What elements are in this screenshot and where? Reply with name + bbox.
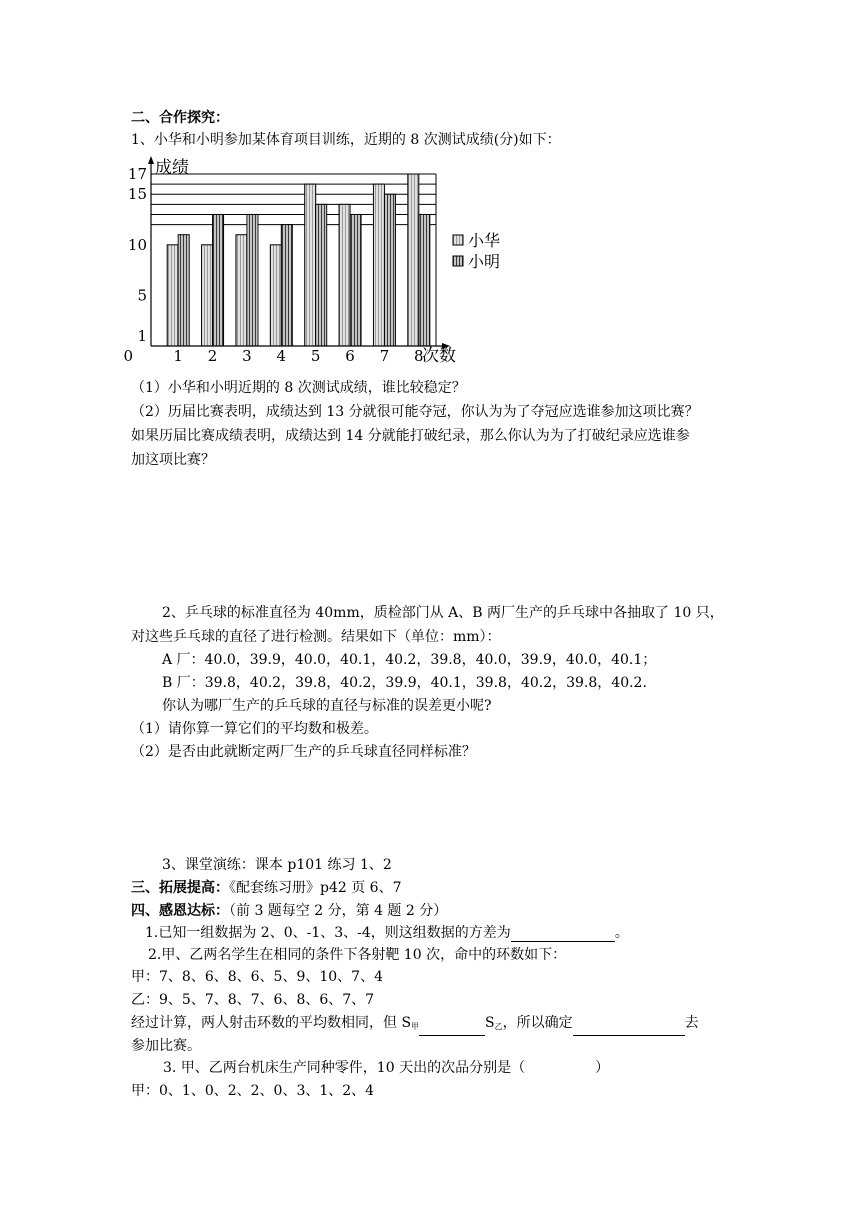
- variance-yi-symbol: S: [485, 1015, 495, 1031]
- section-extension: [131, 879, 402, 897]
- q2-sub2: （2）是否由此就断定两厂生产的乒乓球直径同样标准？: [131, 744, 476, 760]
- q2-sub1: （1）请你算一算它们的平均数和极差。: [131, 721, 378, 737]
- problem-2-yi: 乙：9、5、7、8、7、6、8、6、7、7: [131, 992, 375, 1008]
- y-tick-label: 5: [137, 286, 147, 305]
- problem-3-paren-close: ）: [595, 1060, 610, 1076]
- legend-label-xiaoming: 小明: [468, 252, 501, 271]
- q2-line2: 对这些乒乓球的直径了进行检测。结果如下（单位：mm）：: [131, 629, 501, 645]
- section-heading-cooperative: 二、合作探究：: [131, 110, 229, 126]
- problem-2-line4: [131, 1014, 699, 1036]
- bar-xiaoming-6: [350, 214, 361, 346]
- section-assessment-heading: 四、感恩达标：: [131, 903, 229, 919]
- x-tick-label: 1: [173, 347, 183, 365]
- legend-label-xiaohua: 小华: [468, 231, 501, 250]
- bar-xiaoming-7: [384, 194, 395, 346]
- q2-factory-a: A 厂：40.0，39.9，40.0，40.1，40.2，39.8，40.0，39.9，40.0，40.1；: [162, 652, 657, 668]
- bar-xiaohua-3: [236, 235, 247, 346]
- x-tick-label: 3: [242, 347, 252, 365]
- problem-1-end: 。: [614, 925, 629, 941]
- q1-sub2-line2: 如果历届比赛成绩表明，成绩达到 14 分就能打破纪录，那么你认为为了打破纪录应选谁参: [131, 428, 690, 444]
- q1-sub2-line3: 加这项比赛？: [131, 452, 215, 468]
- q3-classroom-practice: 3、课堂演练：课本 p101 练习 1、2: [162, 857, 392, 873]
- x-tick-label: 8: [414, 347, 424, 365]
- problem-2-line5: 参加比赛。: [131, 1038, 201, 1054]
- bar-xiaoming-4: [281, 225, 292, 346]
- bar-xiaoming-1: [178, 235, 189, 346]
- problem-2-compare-blank[interactable]: [419, 1021, 485, 1036]
- problem-2-line1: 2.甲、乙两名学生在相同的条件下各射靶 10 次，命中的环数如下：: [148, 947, 567, 963]
- x-tick-label: 5: [310, 347, 321, 365]
- problem-2-line4-a: 经过计算，两人射击环数的平均数相同，但 S: [131, 1015, 412, 1031]
- bar-xiaohua-2: [202, 245, 213, 346]
- x-tick-label: 4: [276, 347, 287, 365]
- q1-sub2-line1: （2）历届比赛表明，成绩达到 13 分就很可能夺冠，你认为为了夺冠应选谁参加这项比赛？: [131, 404, 699, 420]
- bar-xiaoming-8: [419, 214, 430, 346]
- x-tick-label: 6: [345, 347, 355, 365]
- bar-xiaohua-6: [339, 204, 350, 346]
- y-tick-label: 17: [127, 165, 147, 183]
- bar-xiaoming-3: [247, 214, 258, 346]
- q1-sub1: （1）小华和小明近期的 8 次测试成绩，谁比较稳定？: [131, 380, 466, 396]
- problem-3-line1: [163, 1059, 609, 1077]
- problem-1-text: 1.已知一组数据为 2、0、-1、3、-4，则这组数据的方差为: [145, 925, 511, 941]
- bar-xiaohua-4: [270, 245, 281, 346]
- bar-xiaoming-5: [316, 204, 327, 346]
- section-assessment-text: （前 3 题每空 2 分，第 4 题 2 分）: [229, 903, 448, 919]
- q2-line1: 2、乒乓球的标准直径为 40mm，质检部门从 A、B 两厂生产的乒乓球中各抽取了 10 只，: [162, 605, 724, 621]
- problem-2-jia: 甲：7、8、6、8、6、5、9、10、7、4: [131, 969, 383, 985]
- bar-xiaohua-5: [305, 184, 316, 346]
- y-axis-label: 成绩: [155, 158, 189, 178]
- q1-intro: 1、小华和小明参加某体育项目训练，近期的 8 次测试成绩(分)如下：: [131, 132, 561, 148]
- section-extension-text: 《配套练习册》p42 页 6、7: [229, 880, 402, 896]
- y-axis-arrow: [148, 156, 154, 164]
- problem-3-jia: 甲：0、1、0、2、2、0、3、1、2、4: [131, 1083, 375, 1099]
- bar-xiaohua-7: [373, 184, 384, 346]
- bar-xiaohua-1: [167, 245, 178, 346]
- x-tick-label: 2: [207, 347, 218, 365]
- legend-swatch-xiaohua: [453, 235, 463, 245]
- section-extension-heading: 三、拓展提高：: [131, 880, 229, 896]
- variance-yi-subscript: 乙: [494, 1022, 503, 1031]
- y-tick-label: 15: [127, 185, 147, 204]
- problem-2-choice-blank[interactable]: [573, 1021, 685, 1036]
- x-axis-label: 次数: [422, 346, 456, 366]
- y-tick-label: 10: [127, 235, 147, 254]
- variance-jia-subscript: 甲: [411, 1022, 420, 1031]
- problem-1-answer-blank[interactable]: [511, 927, 615, 942]
- q2-question: 你认为哪厂生产的乒乓球的直径与标准的误差更小呢?: [162, 698, 492, 714]
- problem-3-text: 3. 甲、乙两台机床生产同种零件，10 天出的次品分别是（: [163, 1060, 526, 1076]
- problem-1: [145, 924, 629, 942]
- problem-2-line4-c: 去: [684, 1015, 699, 1031]
- problem-2-line4-b: ，所以确定: [502, 1015, 573, 1031]
- section-assessment: [131, 902, 447, 920]
- q2-factory-b: B 厂：39.8，40.2，39.8，40.2，39.9，40.1，39.8，40.2，39.8，40.2.: [162, 675, 647, 691]
- score-bar-chart: [123, 155, 501, 370]
- bar-xiaohua-8: [408, 174, 419, 346]
- legend-swatch-xiaoming: [453, 256, 463, 266]
- x-tick-label: 7: [379, 347, 390, 365]
- bar-xiaoming-2: [213, 214, 224, 346]
- y-tick-label: 0: [123, 347, 133, 365]
- y-tick-label: 1: [137, 326, 147, 345]
